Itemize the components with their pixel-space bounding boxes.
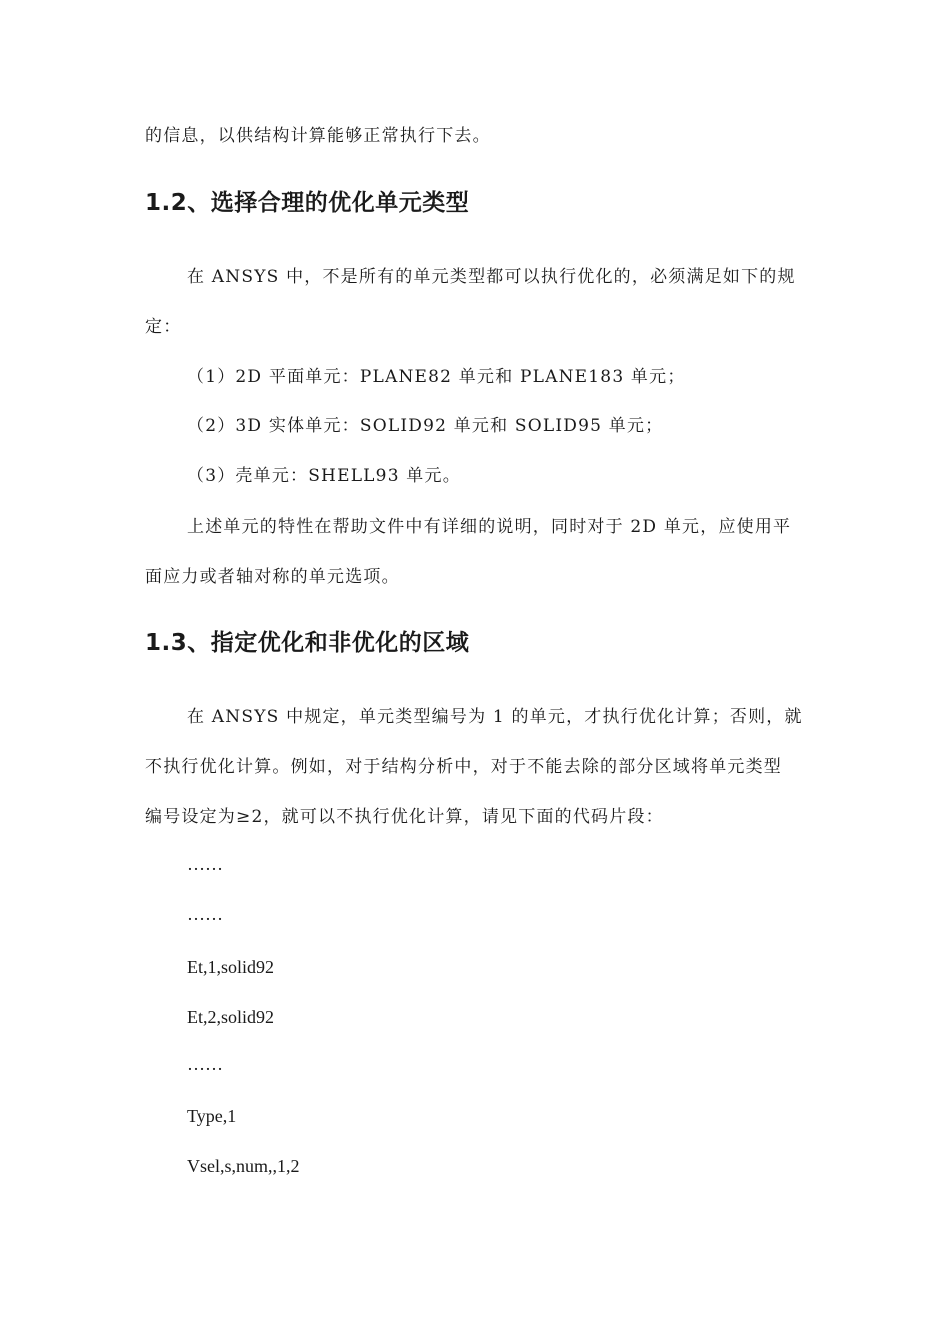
code-line: Et,2,solid92 — [187, 1007, 275, 1027]
list-item: （2）3D 实体单元：SOLID92 单元和 SOLID95 单元； — [187, 416, 664, 436]
list-item: （1）2D 平面单元：PLANE82 单元和 PLANE183 单元； — [187, 367, 686, 387]
code-line: Type,1 — [187, 1106, 237, 1126]
code-line: Vsel,s,num,,1,2 — [187, 1156, 300, 1176]
code-line: Et,1,solid92 — [187, 957, 275, 977]
section-heading-1-2: 1.2、选择合理的优化单元类型 — [145, 190, 470, 216]
list-item: （3）壳单元：SHELL93 单元。 — [187, 466, 461, 486]
paragraph-line: 不执行优化计算。例如，对于结构分析中，对于不能去除的部分区域将单元类型 — [145, 757, 782, 777]
paragraph-line: 编号设定为≥2，就可以不执行优化计算，请见下面的代码片段： — [145, 807, 664, 827]
paragraph-line: 定： — [145, 317, 182, 337]
paragraph-line: 在 ANSYS 中规定，单元类型编号为 1 的单元，才执行优化计算；否则，就 — [187, 707, 803, 727]
code-line: …… — [187, 904, 223, 924]
section-heading-1-3: 1.3、指定优化和非优化的区域 — [145, 630, 470, 656]
code-line: …… — [187, 854, 223, 874]
paragraph-line: 面应力或者轴对称的单元选项。 — [145, 567, 400, 587]
paragraph-line: 上述单元的特性在帮助文件中有详细的说明，同时对于 2D 单元，应使用平 — [187, 517, 792, 537]
intro-text-line: 的信息，以供结构计算能够正常执行下去。 — [145, 126, 491, 146]
code-line: …… — [187, 1054, 223, 1074]
paragraph-line: 在 ANSYS 中，不是所有的单元类型都可以执行优化的，必须满足如下的规 — [187, 267, 796, 287]
